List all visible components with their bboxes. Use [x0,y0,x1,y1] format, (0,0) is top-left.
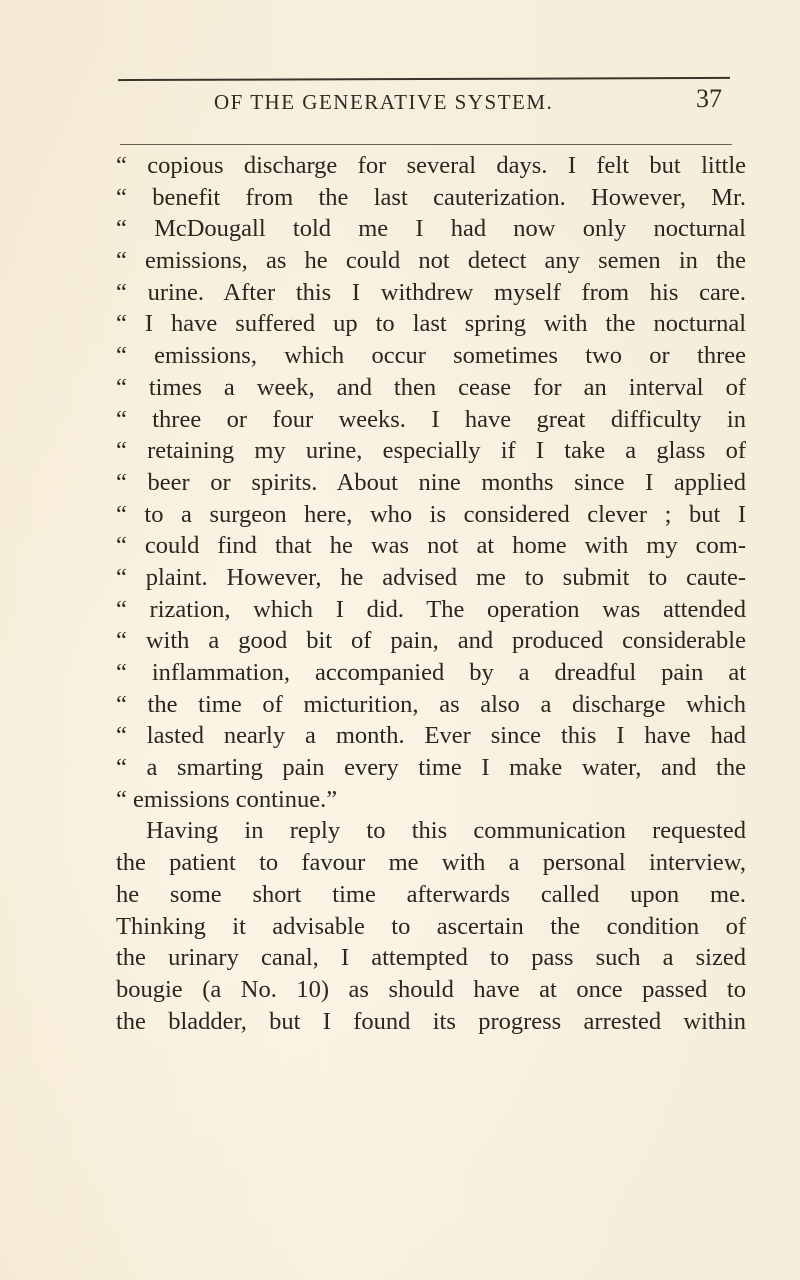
text-line: the bladder, but I found its progress arrested within [116,1007,746,1035]
text-line: “ McDougall told me I had now only nocturnal [116,215,746,243]
text-line: he some short time afterwards called upon me. [116,880,746,908]
text-line: “ urine. After this I withdrew myself from his care. [116,278,746,306]
text-line: “ emissions continue.” [116,785,338,813]
text-line: “ to a surgeon here, who is considered clever ; but I [116,500,746,528]
text-line: “ the time of micturition, as also a discharge which [116,690,746,718]
text-line: “ three or four weeks. I have great difficulty in [116,405,746,433]
text-line: “ a smarting pain every time I make water, and the [116,754,746,782]
body-text [116,150,746,1037]
text-line: the patient to favour me with a personal interview, [116,849,746,877]
text-line: “ benefit from the last cauterization. However, Mr. [116,183,746,211]
paragraph-start-line: Having in reply to this communication requested [146,817,746,845]
text-line: “ could find that he was not at home with my com- [116,532,746,560]
page-number: 37 [696,84,722,113]
top-rule [118,77,730,81]
page-header [0,84,800,124]
text-line: “ inflammation, accompanied by a dreadful pain at [116,659,746,686]
text-line: “ with a good bit of pain, and produced considerable [116,627,746,655]
text-line: “ times a week, and then cease for an interval of [116,373,746,401]
text-line: “ beer or spirits. About nine months since I applied [116,468,746,496]
text-line: “ plaint. However, he advised me to submit to caute- [116,563,746,591]
text-line: “ retaining my urine, especially if I take a glass of [116,437,746,465]
text-line: “ I have suffered up to last spring with the nocturnal [116,310,746,338]
text-line: “ lasted nearly a month. Ever since this I have had [116,722,746,750]
text-line: “ emissions, which occur sometimes two or three [116,342,746,370]
text-line: “ rization, which I did. The operation was attended [116,595,746,623]
text-line: “ emissions, as he could not detect any semen in the [116,247,746,275]
text-line: Thinking it advisable to ascertain the condition of [116,912,746,940]
text-line: bougie (a No. 10) as should have at once passed to [116,975,746,1003]
text-line: “ copious discharge for several days. I felt but little [116,152,746,179]
header-rule [120,144,732,145]
text-line: the urinary canal, I attempted to pass such a sized [116,944,746,972]
running-head: OF THE GENERATIVE SYSTEM. [214,90,554,114]
